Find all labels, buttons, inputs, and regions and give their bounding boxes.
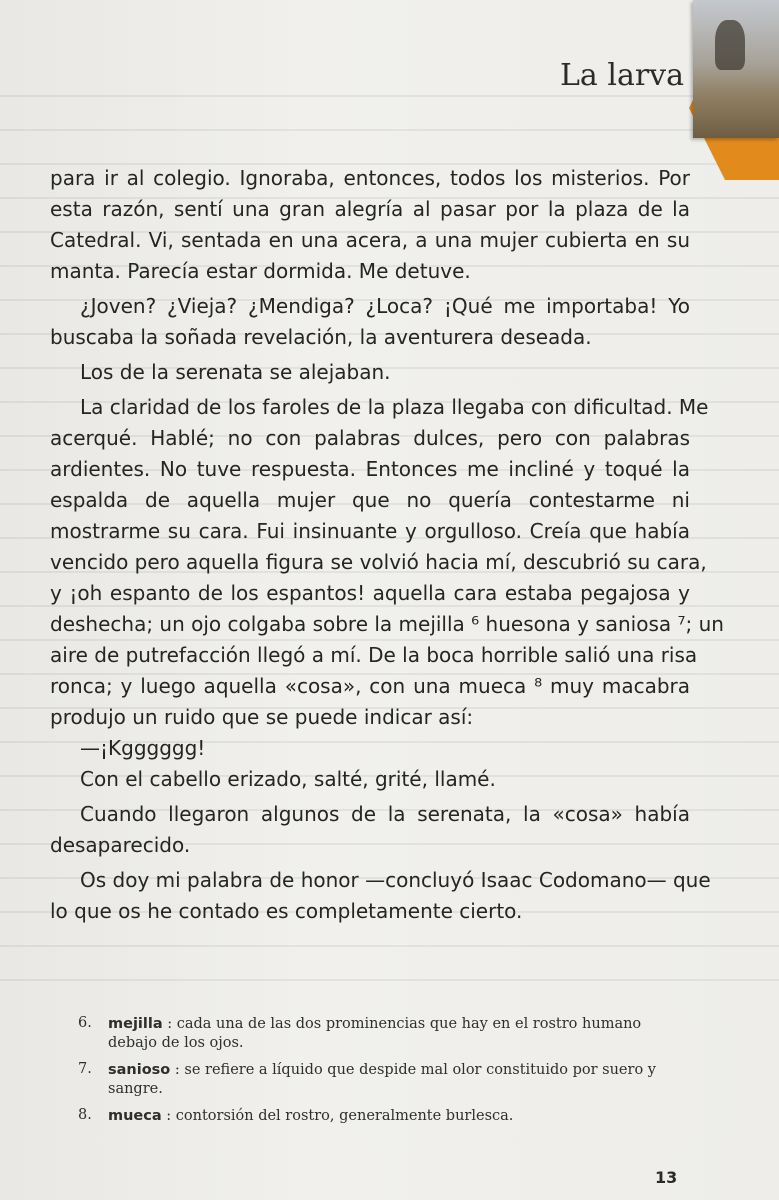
footnote-number: 8. xyxy=(78,1107,92,1123)
footnote-number: 6. xyxy=(78,1015,92,1031)
body-line: vencido pero aquella figura se volvió hacia mí, descubrió su cara, xyxy=(50,550,707,574)
footnote-term: sanioso xyxy=(108,1062,171,1078)
footnote-term: mueca xyxy=(108,1108,162,1124)
body-line: Os doy mi palabra de honor —concluyó Isaac Codomano— que xyxy=(80,868,711,892)
body-line: aire de putrefacción llegó a mí. De la boca horrible salió una risa xyxy=(50,643,698,667)
body-line: Con el cabello erizado, salté, grité, llamé. xyxy=(80,767,496,791)
body-line: ardientes. No tuve respuesta. Entonces me incliné y toqué la xyxy=(50,457,690,481)
body-line: y ¡oh espanto de los espantos! aquella cara estaba pegajosa y xyxy=(50,581,690,605)
body-line: desaparecido. xyxy=(50,833,191,857)
footnote-term: mejilla xyxy=(108,1016,163,1032)
body-line: Catedral. Vi, sentada en una acera, a una mujer cubierta en su xyxy=(50,228,690,252)
footnote-separator: : xyxy=(170,1062,185,1078)
body-line: buscaba la soñada revelación, la aventurera deseada. xyxy=(50,325,592,349)
footnote-separator: : xyxy=(162,1016,177,1032)
footnote-definition: cada una de las dos prominencias que hay en el rostro humano debajo de los ojos. xyxy=(108,1016,642,1051)
body-line: espalda de aquella mujer que no quería contestarme ni xyxy=(50,488,690,512)
footnote-definition: contorsión del rostro, generalmente burlesca. xyxy=(175,1108,514,1124)
body-line: Cuando llegaron algunos de la serenata, la «cosa» había xyxy=(80,802,690,826)
body-line: esta razón, sentí una gran alegría al pasar por la plaza de la xyxy=(50,197,690,221)
body-line: ¿Joven? ¿Vieja? ¿Mendiga? ¿Loca? ¡Qué me importaba! Yo xyxy=(80,294,690,318)
page-number: 13 xyxy=(655,1168,678,1187)
footnote xyxy=(78,1015,678,1053)
footnote xyxy=(78,1107,678,1126)
footnote-separator: : xyxy=(161,1108,176,1124)
corner-photo xyxy=(693,0,779,138)
body-line: —¡Kgggggg! xyxy=(80,736,206,760)
footnote-definition: se refiere a líquido que despide mal olor constituido por suero y sangre. xyxy=(108,1062,656,1097)
body-line: ronca; y luego aquella «cosa», con una mueca ⁸ muy macabra xyxy=(50,674,690,698)
body-line: para ir al colegio. Ignoraba, entonces, todos los misterios. Por xyxy=(50,166,690,190)
footnotes xyxy=(78,1015,678,1134)
body-line: produjo un ruido que se puede indicar así: xyxy=(50,705,474,729)
footnote-number: 7. xyxy=(78,1061,92,1077)
body-line: mostrarme su cara. Fui insinuante y orgulloso. Creía que había xyxy=(50,519,690,543)
body-line: lo que os he contado es completamente cierto. xyxy=(50,899,523,923)
body-line: La claridad de los faroles de la plaza llegaba con dificultad. Me xyxy=(80,395,709,419)
chapter-title: La larva xyxy=(560,58,684,93)
body-line: deshecha; un ojo colgaba sobre la mejilla ⁶ huesona y saniosa ⁷; un xyxy=(50,612,724,636)
body-line: Los de la serenata se alejaban. xyxy=(80,360,391,384)
body-line: manta. Parecía estar dormida. Me detuve. xyxy=(50,259,471,283)
body-line: acerqué. Hablé; no con palabras dulces, pero con palabras xyxy=(50,426,690,450)
footnote xyxy=(78,1061,678,1099)
body-text xyxy=(50,163,724,927)
